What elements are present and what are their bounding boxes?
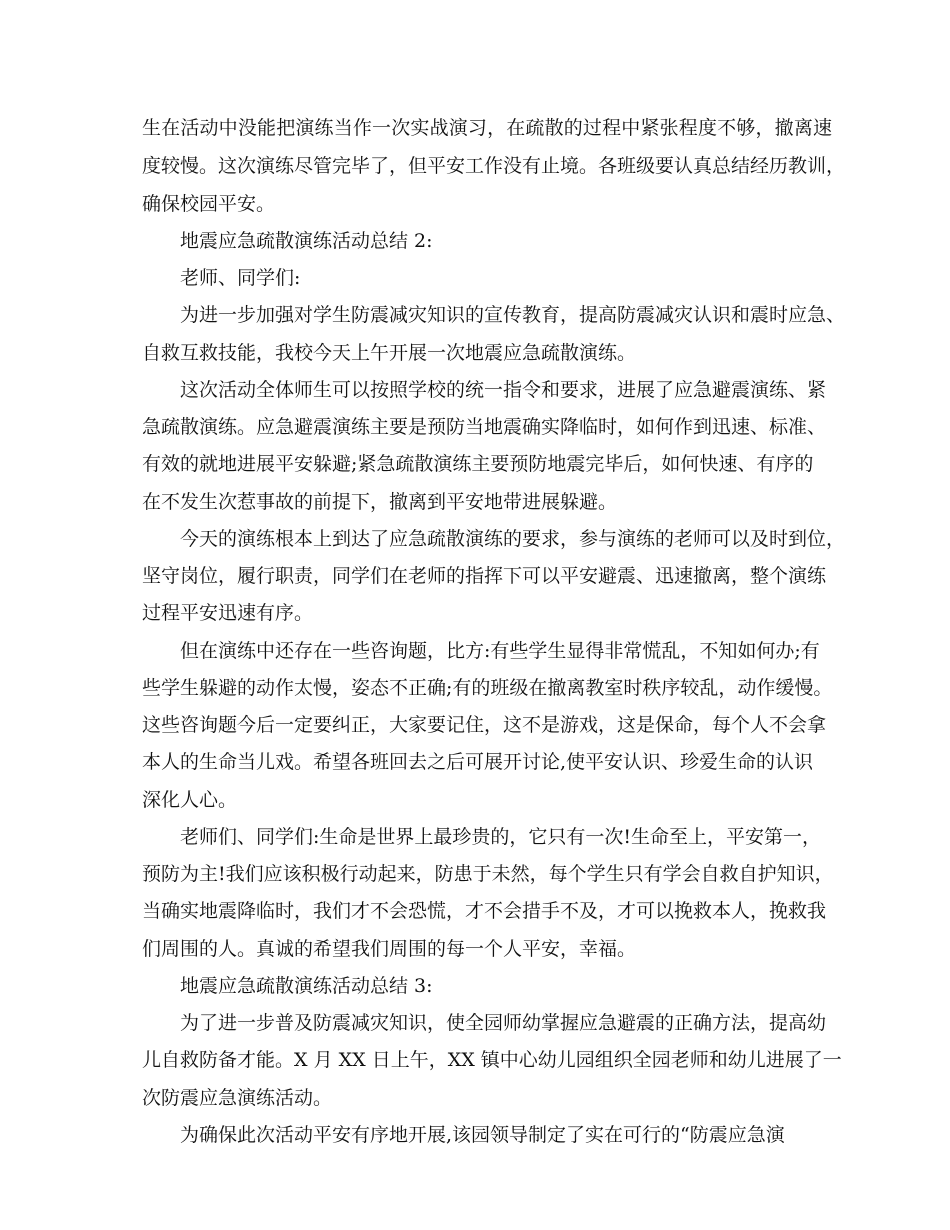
- text-line: 为确保此次活动平安有序地开展,该园领导制定了实在可行的“防震应急演: [180, 1124, 785, 1146]
- text-line: 深化人心。: [142, 789, 238, 811]
- text-line: 今天的演练根本上到达了应急疏散演练的要求，参与演练的老师可以及时到位，: [180, 528, 846, 550]
- text-line: 自救互救技能，我校今天上午开展一次地震应急疏散演练。: [142, 342, 637, 364]
- text-line: 次防震应急演练活动。: [142, 1087, 333, 1109]
- text-line: 儿自救防备才能。X 月 XX 日上午，XX 镇中心幼儿园组织全园老师和幼儿进展了一: [142, 1049, 842, 1071]
- salutation: 老师、同学们:: [180, 267, 301, 289]
- text-line: 在不发生次惹事故的前提下，撤离到平安地带进展躲避。: [142, 491, 618, 513]
- text-line: 老师们、同学们:生命是世界上最珍贵的，它只有一次!生命至上，平安第一，: [180, 826, 822, 848]
- text-line: 本人的生命当儿戏。希望各班回去之后可展开讨论,使平安认识、珍爱生命的认识: [142, 751, 814, 773]
- text-line: 些学生躲避的动作太慢，姿态不正确;有的班级在撤离教室时秩序较乱，动作缓慢。: [142, 677, 833, 699]
- text-line: 有效的就地进展平安躲避;紧急疏散演练主要预防地震完毕后，如何快速、有序的: [142, 453, 814, 475]
- text-line: 急疏散演练。应急避震演练主要是预防当地震确实降临时，如何作到迅速、标准、: [142, 416, 827, 438]
- text-line: 预防为主!我们应该积极行动起来，防患于未然，每个学生只有学会自救自护知识，: [142, 863, 834, 885]
- text-line: 当确实地震降临时，我们才不会恐慌，才不会措手不及，才可以挽救本人，挽救我: [142, 900, 827, 922]
- text-line: 这次活动全体师生可以按照学校的统一指令和要求，进展了应急避震演练、紧: [180, 379, 827, 401]
- text-line: 为了进一步普及防震减灾知识，使全园师幼掌握应急避震的正确方法，提高幼: [180, 1012, 827, 1034]
- section-heading: 地震应急疏散演练活动总结 3:: [180, 975, 433, 997]
- text-line: 们周围的人。真诚的希望我们周围的每一个人平安，幸福。: [142, 938, 637, 960]
- text-line: 确保校园平安。: [142, 193, 276, 215]
- text-line: 过程平安迅速有序。: [142, 602, 314, 624]
- text-line: 为进一步加强对学生防震减灾知识的宣传教育，提高防震减灾认识和震时应急、: [180, 304, 846, 326]
- text-line: 坚守岗位，履行职责，同学们在老师的指挥下可以平安避震、迅速撤离，整个演练: [142, 565, 827, 587]
- text-line: 生在活动中没能把演练当作一次实战演习，在疏散的过程中紧张程度不够，撤离速: [142, 117, 832, 139]
- text-line: 度较慢。这次演练尽管完毕了，但平安工作没有止境。各班级要认真总结经历教训，: [142, 155, 846, 177]
- text-line: 这些咨询题今后一定要纠正，大家要记住，这不是游戏，这是保命，每个人不会拿: [142, 714, 827, 736]
- section-heading: 地震应急疏散演练活动总结 2:: [180, 230, 433, 252]
- text-line: 但在演练中还存在一些咨询题，比方:有些学生显得非常慌乱，不知如何办;有: [180, 640, 820, 662]
